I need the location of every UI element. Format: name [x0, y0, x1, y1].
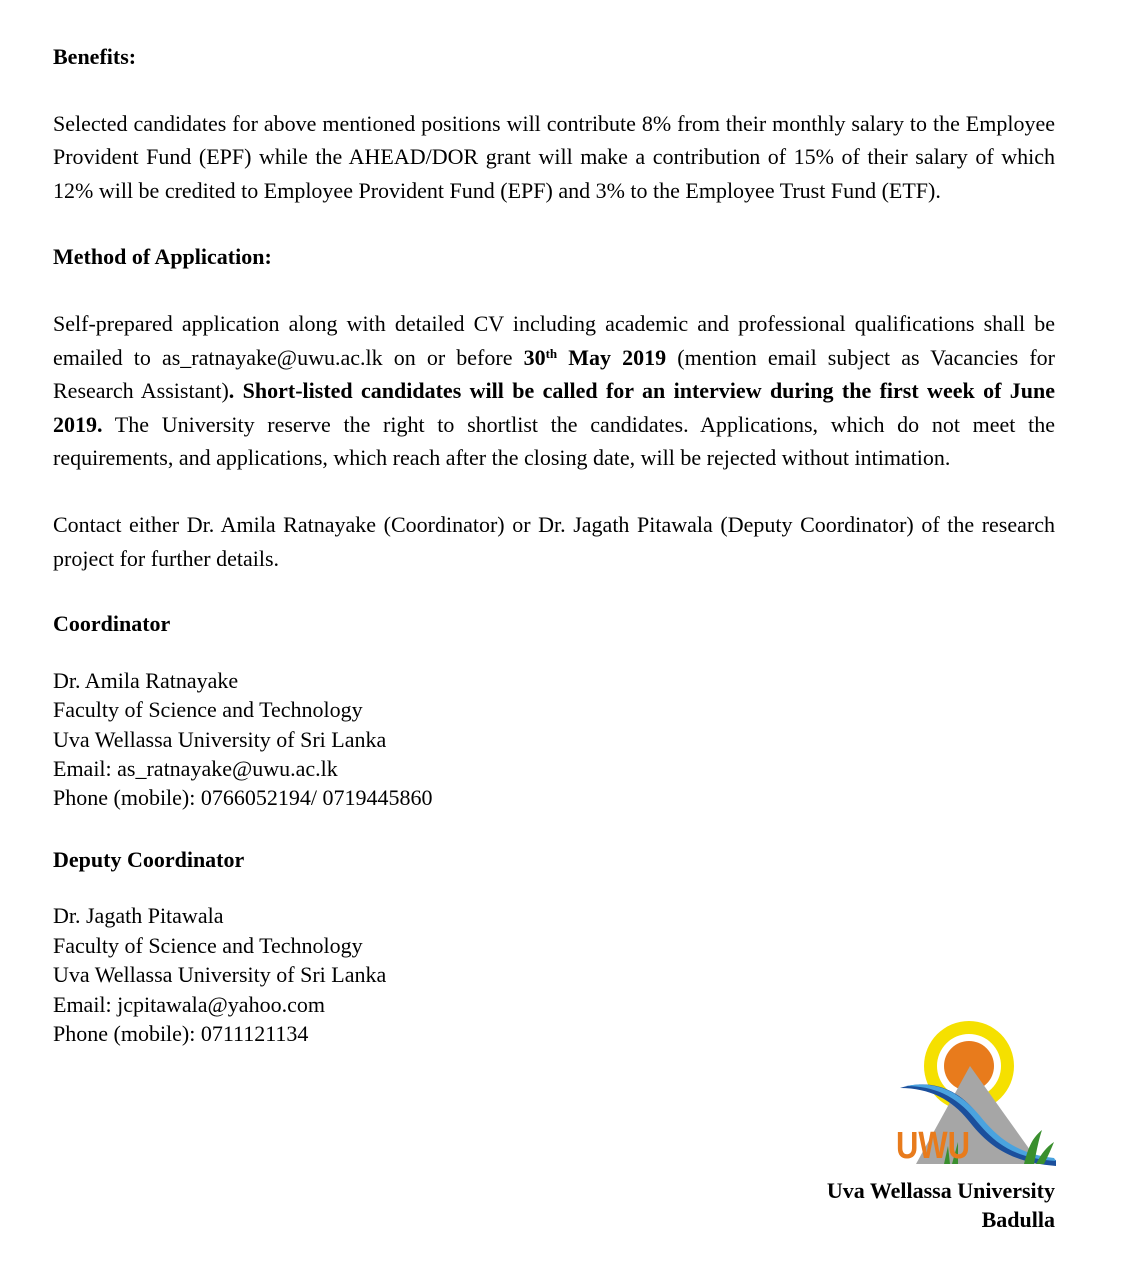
footer-university: Uva Wellassa University — [826, 1178, 1055, 1203]
coordinator-phone: Phone (mobile): 0766052194/ 0719445860 — [53, 785, 433, 811]
logo-letters: UWU — [896, 1125, 970, 1167]
coordinator-university: Uva Wellassa University of Sri Lanka — [53, 726, 387, 752]
application-part3: The University reserve the right to shortlist the candidates. Applications, which do not meet the requirements, and applications, which reach after the closing date, will be rejected without intimation. — [53, 411, 1055, 471]
contact-note: Contact either Dr. Amila Ratnayake (Coordinator) or Dr. Jagath Pitawala (Deputy Coordinator) of the research project for further details. — [53, 511, 1055, 571]
application-part2: (mention email subject as Vacancies for Research Assistant) — [53, 344, 1056, 404]
deputy-phone: Phone (mobile): 0711121134 — [53, 1020, 309, 1046]
application-part1: Self-prepared application along with detailed CV including academic and professional qualifications shall be emailed to as_ratnayake@uwu.ac.lk on or before — [53, 310, 1055, 370]
uwu-logo-icon — [892, 1020, 1060, 1168]
coordinator-email: Email: as_ratnayake@uwu.ac.lk — [53, 755, 338, 781]
deputy-heading: Deputy Coordinator — [53, 846, 245, 872]
coordinator-heading: Coordinator — [53, 611, 171, 637]
deputy-name: Dr. Jagath Pitawala — [53, 903, 224, 929]
deputy-email: Email: jcpitawala@yahoo.com — [53, 991, 325, 1017]
document-body — [53, 40, 1055, 1048]
closing-date-suffix: th — [545, 345, 558, 361]
application-heading: Method of Application: — [53, 244, 272, 270]
university-logo — [892, 1020, 1060, 1168]
coordinator-faculty: Faculty of Science and Technology — [53, 697, 363, 723]
coordinator-address — [53, 666, 1055, 813]
benefits-text: Selected candidates for above mentioned positions will contribute 8% from their monthly salary to the Employee Provident Fund (EPF) while the AHEAD/DOR grant will make a contribution of 15% of their salary of which 12% will be credited to Employee Provident Fund (EPF) and 3% to the Employee Trust Fund (ETF). — [53, 110, 1055, 203]
closing-date-day: 30 — [523, 344, 546, 370]
coordinator-name: Dr. Amila Ratnayake — [53, 667, 239, 693]
closing-date-rest: May 2019 — [557, 344, 667, 370]
closing-date — [524, 345, 667, 370]
footer-city: Badulla — [981, 1207, 1055, 1232]
footer-signature — [827, 1176, 1055, 1234]
application-text — [53, 307, 1055, 475]
shortlist-statement: . Short-listed candidates will be called for an interview during the first week of June 2019. — [53, 378, 1056, 437]
deputy-university: Uva Wellassa University of Sri Lanka — [53, 962, 387, 988]
benefits-heading: Benefits: — [53, 44, 137, 69]
deputy-faculty: Faculty of Science and Technology — [53, 932, 363, 958]
